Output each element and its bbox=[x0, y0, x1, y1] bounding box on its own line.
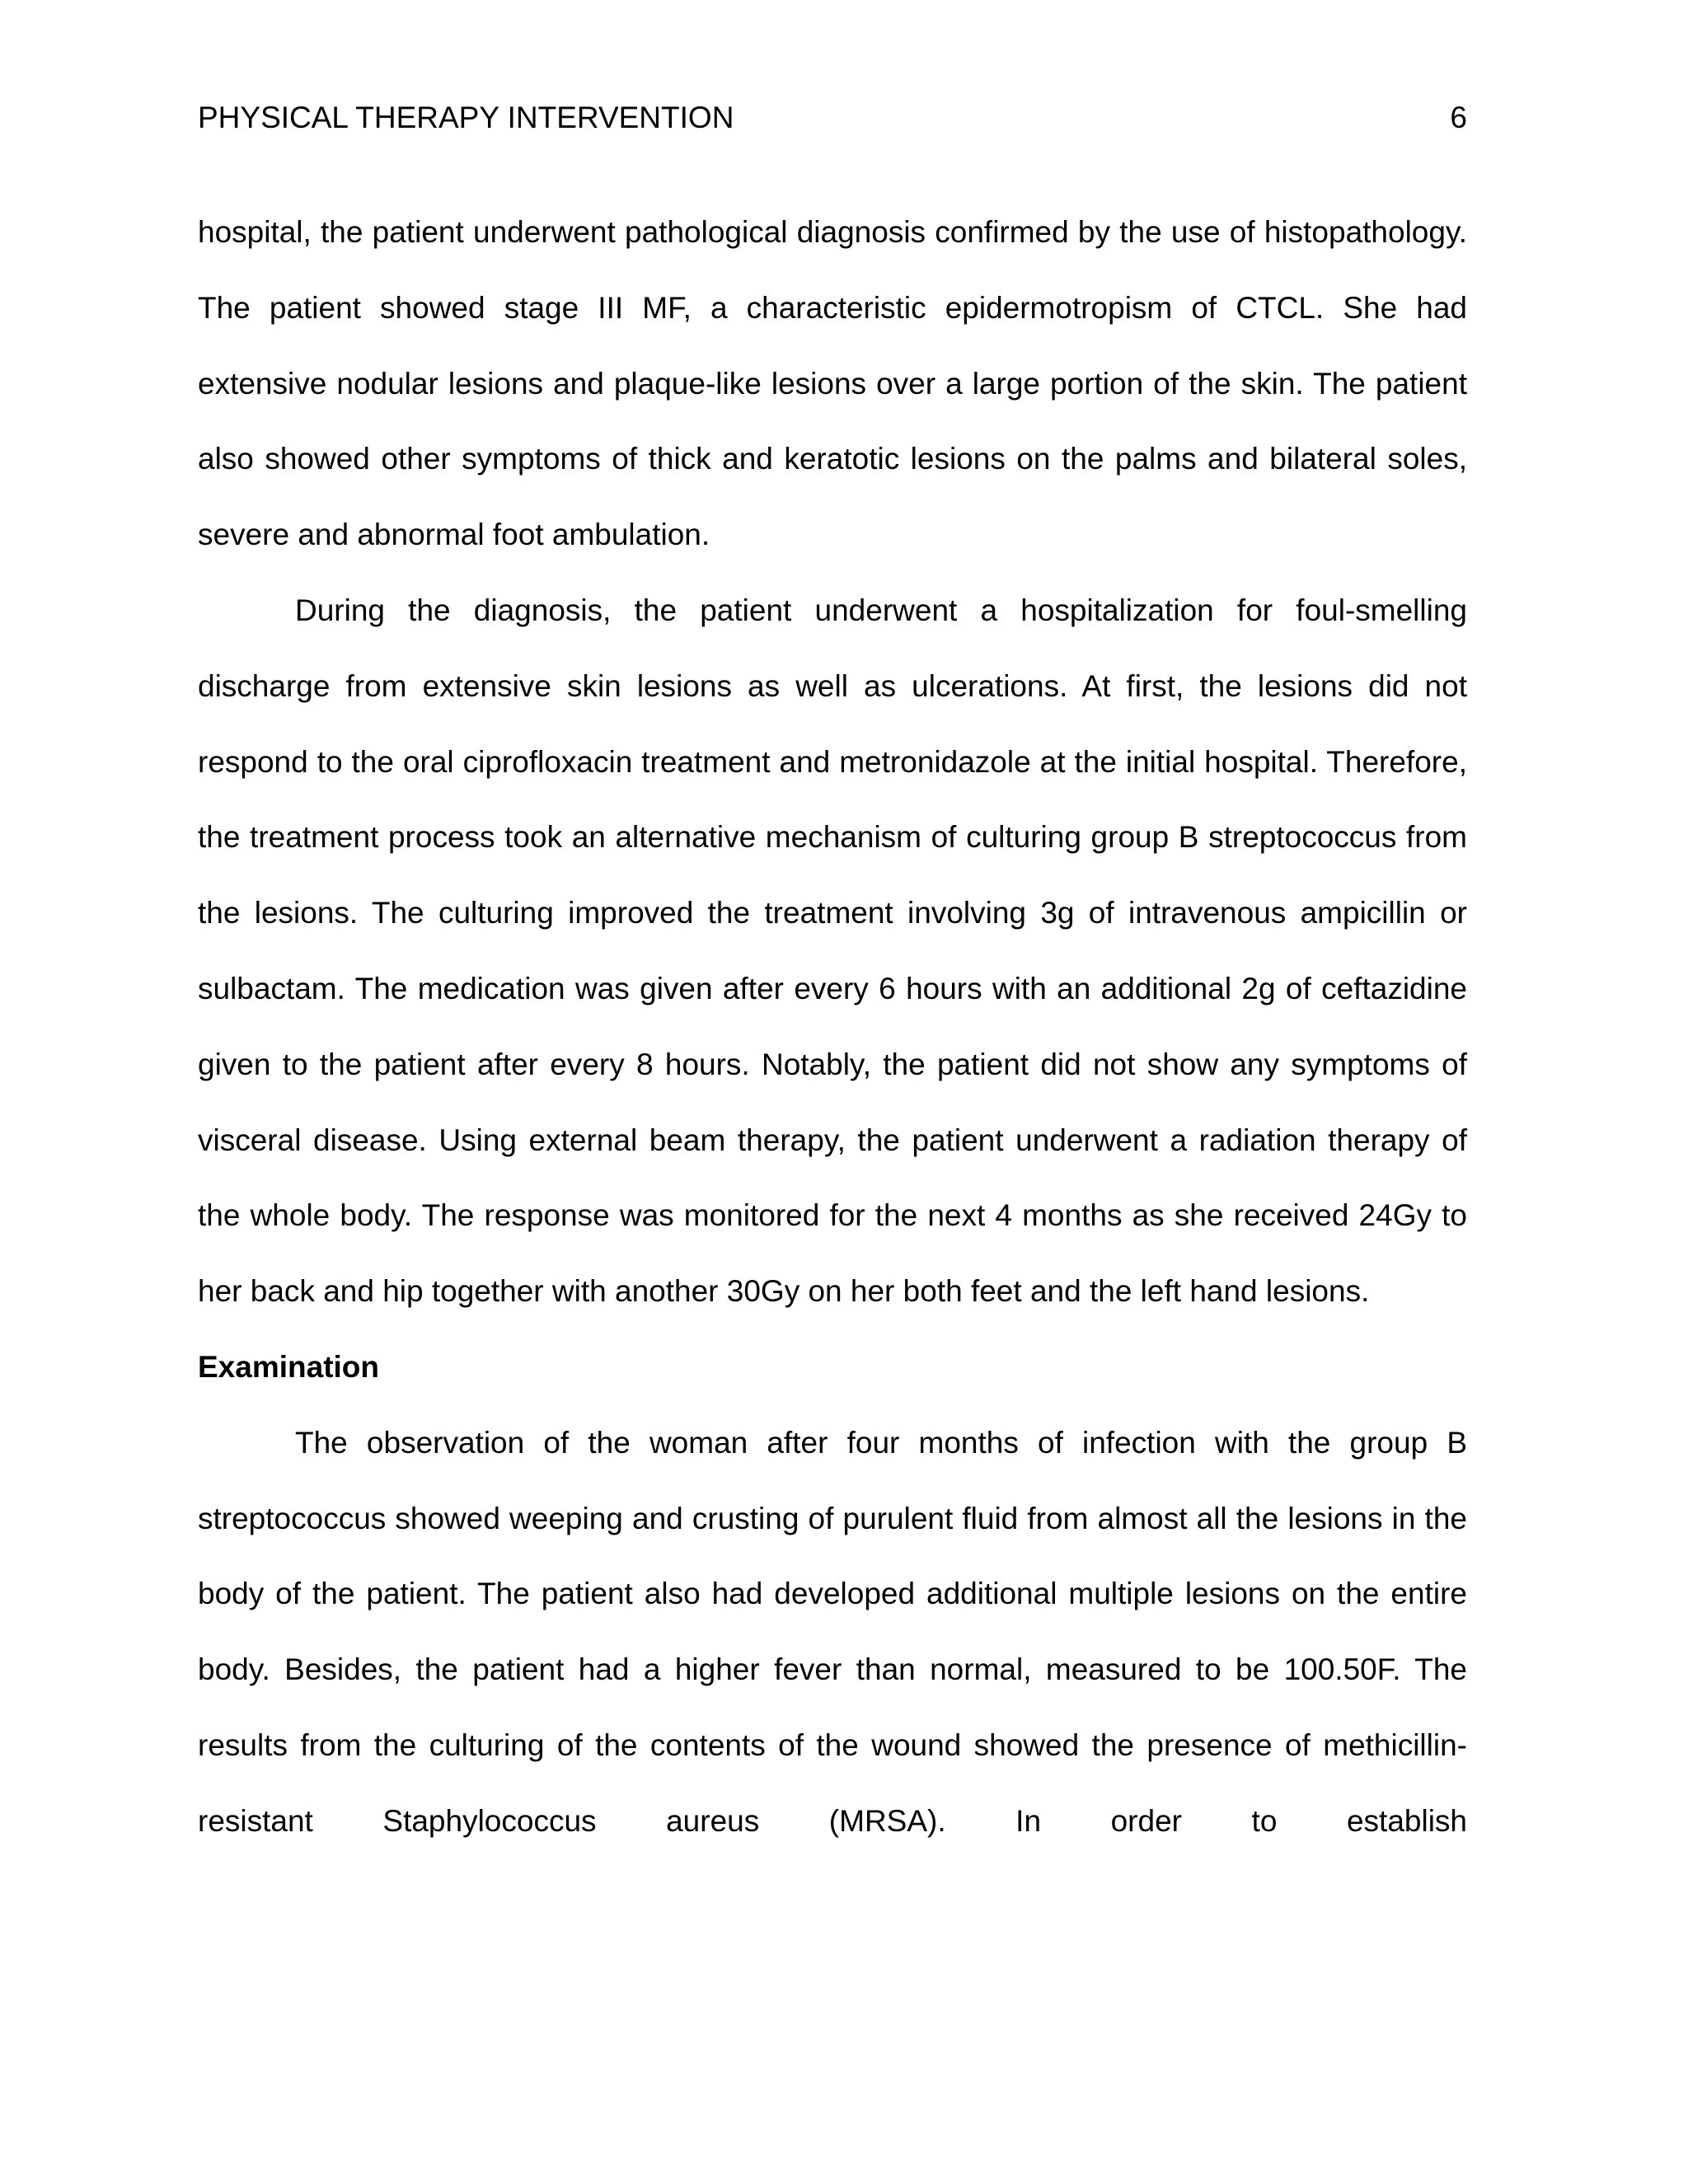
section-heading-examination: Examination bbox=[198, 1349, 379, 1384]
paragraph-examination: The observation of the woman after four months of infection with the group B streptococcus showed weeping and crusting of purulent fluid from almost all the lesions in the body of the patient. The patient also had developed additional multiple lesions on the entire body. Besides, the patient had a higher fever than normal, measured to be 100.50F. The results from the culturing of the contents of the wound showed the presence of methicillin-resistant Staphylococcus aureus (MRSA). In order to establish bbox=[198, 1425, 1467, 1838]
paragraph-treatment: During the diagnosis, the patient underwent a hospitalization for foul-smelling discharge from extensive skin lesions as well as ulcerations. At first, the lesions did not respond to the oral ciprofloxacin treatment and metronidazole at the initial hospital. Therefore, the treatment process took an alternative mechanism of culturing group B streptococcus from the lesions. The culturing improved the treatment involving 3g of intravenous ampicillin or sulbactam. The medication was given after every 6 hours with an additional 2g of ceftazidine given to the patient after every 8 hours. Notably, the patient did not show any symptoms of visceral disease. Using external beam therapy, the patient underwent a radiation therapy of the whole body. The response was monitored for the next 4 months as she received 24Gy to her back and hip together with another 30Gy on her both feet and the left hand lesions. bbox=[198, 593, 1467, 1309]
running-head bbox=[198, 97, 1467, 138]
paragraph-continued: hospital, the patient underwent pathological diagnosis confirmed by the use of histopathology. The patient showed stage III MF, a characteristic epidermotropism of CTCL. She had extensive nodular lesions and plaque-like lesions over a large portion of the skin. The patient also showed other symptoms of thick and keratotic lesions on the palms and bilateral soles, severe and abnormal foot ambulation. bbox=[198, 215, 1467, 552]
running-head-title: PHYSICAL THERAPY INTERVENTION bbox=[198, 101, 734, 134]
body-text bbox=[198, 194, 1467, 1859]
page-number: 6 bbox=[1450, 101, 1467, 134]
